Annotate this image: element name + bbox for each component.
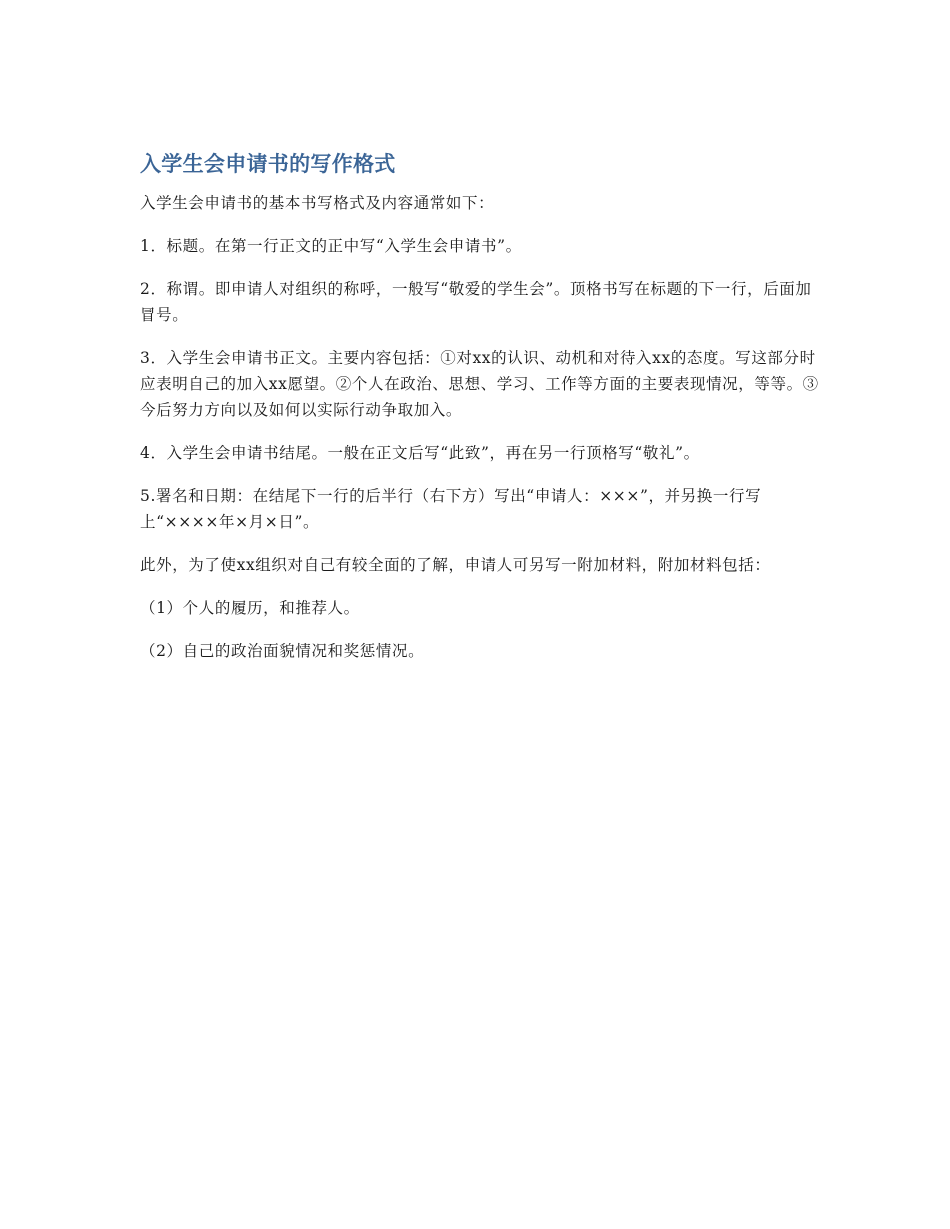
intro-paragraph: 入学生会申请书的基本书写格式及内容通常如下：: [140, 194, 495, 212]
paragraph-title-format: 1．标题。在第一行正文的正中写“入学生会申请书”。: [140, 237, 522, 255]
list-item-resume: （1）个人的履历，和推荐人。: [140, 599, 360, 617]
paragraph-salutation: 2．称谓。即申请人对组织的称呼，一般写“敬爱的学生会”。顶格书写在标题的下一行，后面加冒号。: [140, 280, 812, 324]
document-page: [140, 148, 820, 681]
paragraph-attachments: 此外，为了使xx组织对自己有较全面的了解，申请人可另写一附加材料，附加材料包括：: [140, 556, 771, 574]
list-item-political-status: （2）自己的政治面貌情况和奖惩情况。: [140, 642, 425, 660]
paragraph-closing: 4．入学生会申请书结尾。一般在正文后写“此致”，再在另一行顶格写“敬礼”。: [140, 444, 700, 462]
document-title: 入学生会申请书的写作格式: [140, 152, 396, 176]
paragraph-signature-date: 5.署名和日期：在结尾下一行的后半行（右下方）写出“申请人：×××”，并另换一行写上“××××年×月×日”。: [140, 487, 762, 531]
paragraph-body-text: 3．入学生会申请书正文。主要内容包括：①对xx的认识、动机和对待入xx的态度。写这部分时应表明自己的加入xx愿望。②个人在政治、思想、学习、工作等方面的主要表现情况，等等。③今后努力方向以及如何以实际行动争取加入。: [140, 349, 819, 419]
